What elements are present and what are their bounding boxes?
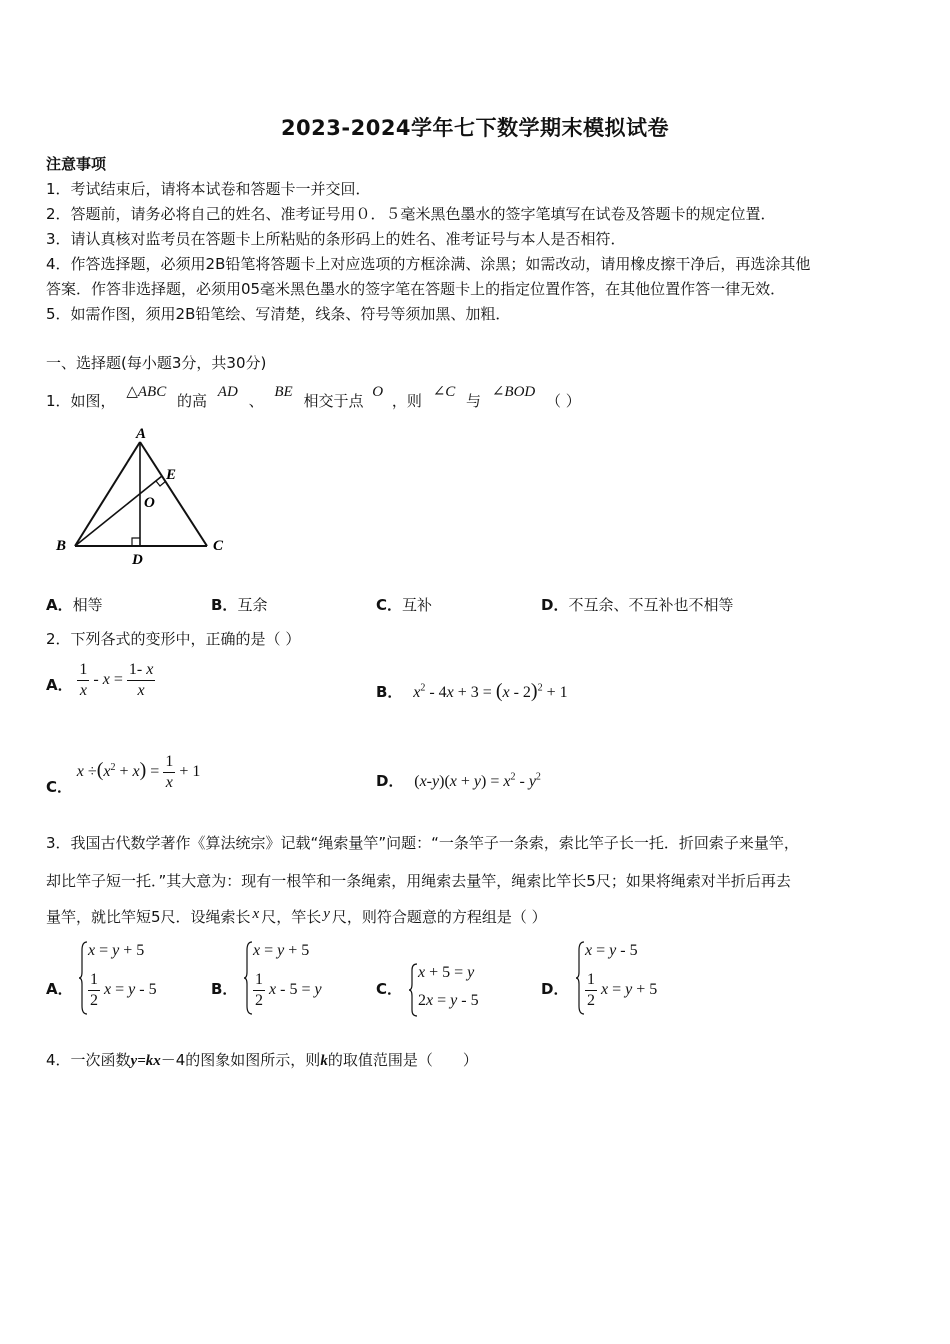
q3-line-3a: 量竿，就比竿短5尺．设绳索长	[46, 908, 251, 926]
option-label: B．	[211, 596, 238, 614]
q1-text-dun: 、	[248, 392, 264, 410]
q3-line-2: 却比竿子短一托．”其大意为：现有一根竿和一条绳索，用绳索去量竿，绳索比竿长5尺；如果将绳索对半折后再去	[46, 872, 791, 890]
label-o: O	[144, 495, 155, 511]
q1-triangle: △ABC	[126, 384, 167, 400]
label-a: A	[136, 426, 147, 442]
q2-stem: 2．下列各式的变形中，正确的是（ ）	[46, 630, 301, 648]
q1-ad: AD	[217, 384, 238, 400]
notice-item-4: 4．作答选择题，必须用2B铅笔将答题卡上对应选项的方框涂满、涂黑；如需改动，请用橡皮擦干净后，再选涂其他	[46, 255, 811, 273]
q1-text-gao: 的高	[176, 392, 207, 410]
q1-text-ze: ，则	[391, 392, 422, 410]
q3-line-1: 3．我国古代数学著作《算法统宗》记载“绳索量竿”问题：“一条竿子一条索，索比竿子长一托．折回索子来量竿，	[46, 834, 799, 852]
q1-option-a[interactable]	[46, 594, 103, 615]
label-c: C	[213, 538, 224, 554]
q2-option-b[interactable]	[376, 680, 568, 703]
notice-item-4-cont: 答案．作答非选择题，必须用05毫米黑色墨水的签字笔在答题卡上的指定位置作答，在其他位置作答一律无效．	[46, 280, 786, 298]
q1-angle-bod: ∠BOD	[491, 384, 536, 400]
q2-a-formula: $\frac{1}{x}$ - x = $\frac{1- x}{x}$	[79, 661, 154, 699]
q3-a-eq2: $\frac{1}{2}$ x = y - 5	[90, 971, 157, 1009]
q1-stem	[46, 384, 581, 411]
notice-item-3: 3．请认真核对监考员在答题卡上所粘贴的条形码上的姓名、准考证号与本人是否相符．	[46, 230, 626, 248]
q2-d-formula: $(x-y)(x + y) = x^2 - y^2$	[414, 771, 541, 790]
right-angle-e	[156, 481, 166, 486]
label-e: E	[166, 467, 177, 483]
option-label: C．	[376, 980, 403, 998]
q2-b-formula: $x^2 - 4x + 3 = (x - 2)^2 + 1$	[413, 680, 568, 702]
page-title: 2023-2024学年七下数学期末模拟试卷	[280, 116, 670, 140]
brace-icon	[78, 940, 88, 1016]
q2-option-c[interactable]	[46, 752, 201, 796]
notice-item-2: 2．答题前，请务必将自己的姓名、准考证号用０．５毫米黑色墨水的签字笔填写在试卷及答题卡的规定位置．	[46, 205, 776, 223]
option-label: A．	[46, 676, 73, 694]
notice-item-1: 1．考试结束后，请将本试卷和答题卡一并交回．	[46, 180, 371, 198]
q4-prefix: 4．一次函数	[46, 1051, 131, 1069]
option-label: B．	[211, 980, 238, 998]
q3-var-x: x	[252, 906, 260, 922]
option-label: D．	[376, 772, 404, 790]
option-label: C．	[376, 596, 403, 614]
side-ab	[75, 442, 140, 546]
option-label: D．	[541, 980, 569, 998]
q1-text-xiangjiao: 相交于点	[303, 392, 364, 410]
option-text: 互补	[402, 596, 433, 614]
q1-option-d[interactable]	[541, 594, 733, 615]
notice-heading: 注意事项	[46, 155, 107, 173]
option-label: C．	[46, 778, 73, 796]
notice-item-5: 5．如需作图，须用2B铅笔绘、写清楚，线条、符号等须加黑、加粗．	[46, 305, 511, 323]
q3-b-eq2: $\frac{1}{2}$ x - 5 = y	[255, 971, 322, 1009]
q2-c-formula: $x \div(x^2 + x)$ = $\frac{1}{x}$ + 1	[76, 753, 201, 791]
option-label: B．	[376, 683, 403, 701]
q1-option-c[interactable]	[376, 594, 432, 615]
side-ac	[140, 442, 207, 546]
q1-o: O	[372, 384, 384, 400]
option-text: 不互余、不互补也不相等	[568, 596, 734, 614]
option-text: 相等	[72, 596, 103, 614]
q1-triangle-figure	[50, 425, 240, 575]
option-label: D．	[541, 596, 569, 614]
q3-b-eq1: x = y + 5	[253, 942, 310, 959]
q3-d-eq2: $\frac{1}{2}$ x = y + 5	[587, 971, 658, 1009]
right-angle-d	[132, 538, 140, 546]
q3-var-y: y	[323, 906, 330, 922]
q3-c-eq2: 2x = y - 5	[418, 992, 479, 1009]
section-heading: 一、选择题(每小题3分，共30分)	[46, 354, 267, 372]
q1-option-b[interactable]	[211, 594, 267, 615]
brace-icon	[408, 962, 418, 1018]
label-d: D	[132, 552, 143, 568]
q4-suffix: 的取值范围是（ ）	[327, 1051, 478, 1069]
q1-be: BE	[274, 384, 293, 400]
q3-d-eq1: x = y - 5	[585, 942, 638, 959]
altitude-be	[75, 476, 162, 546]
q3-line-3b: 尺，竿长	[261, 908, 322, 926]
q1-angle-c: ∠C	[432, 384, 456, 400]
q4-stem	[46, 1049, 478, 1070]
q1-paren: （ ）	[546, 392, 581, 410]
q2-option-d[interactable]	[376, 770, 541, 791]
brace-icon	[575, 940, 585, 1016]
q3-c-eq1: x + 5 = y	[418, 964, 475, 981]
q4-k: k	[320, 1053, 328, 1069]
label-b: B	[56, 538, 67, 554]
q4-function: y=kx	[130, 1053, 161, 1069]
q4-mid: －4的图象如图所示，则	[160, 1051, 321, 1069]
q3-line-3c: 尺，则符合题意的方程组是（ ）	[331, 908, 547, 926]
q3-a-eq1: x = y + 5	[88, 942, 145, 959]
option-label: A．	[46, 596, 73, 614]
option-text: 互余	[237, 596, 268, 614]
q1-text-yu: 与	[466, 392, 482, 410]
q2-option-a[interactable]	[46, 660, 155, 701]
option-label: A．	[46, 980, 73, 998]
q1-prefix: 1．如图，	[46, 392, 116, 410]
brace-icon	[243, 940, 253, 1016]
q3-line-3	[46, 906, 547, 927]
